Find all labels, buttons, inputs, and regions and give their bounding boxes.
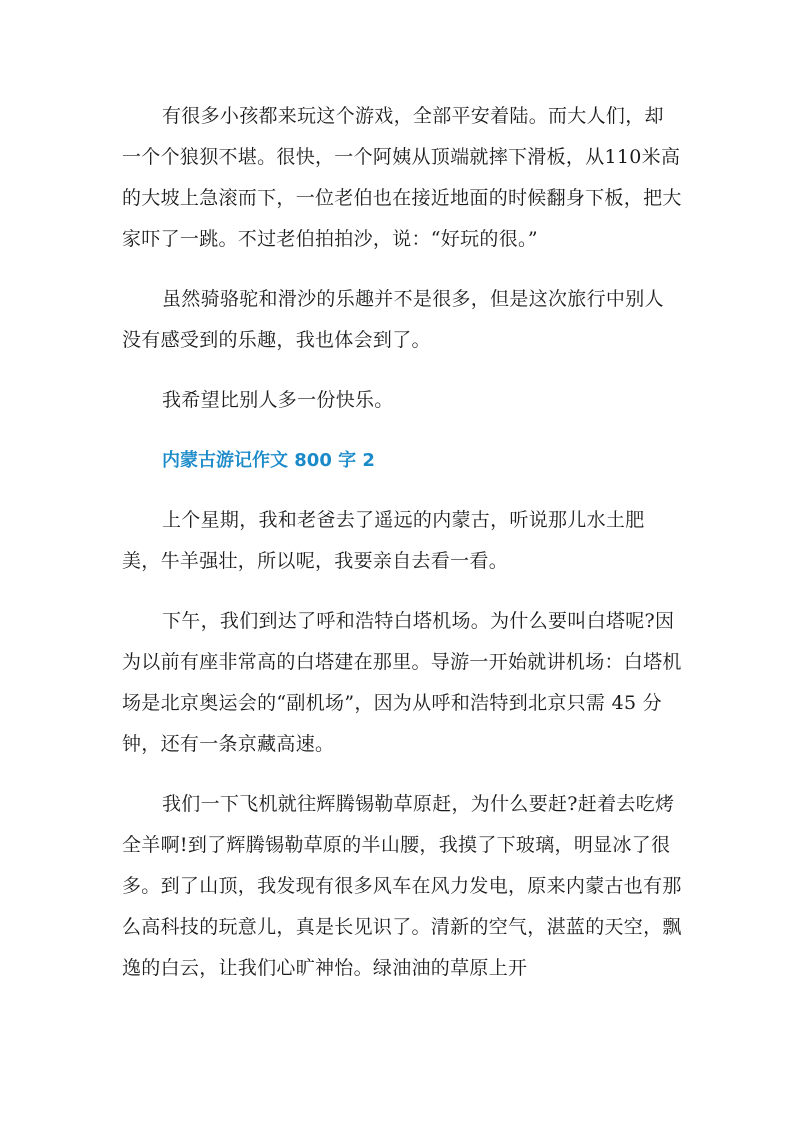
document-content [122, 96, 682, 1008]
paragraph-sand-sliding: 有很多小孩都来玩这个游戏，全部平安着陆。而大人们，却一个个狼狈不堪。很快，一个阿姨从顶端就摔下滑板，从110米高的大坡上急滚而下，一位老伯也在接近地面的时候翻身下板，把大家吓了一跳。不过老伯拍拍沙，说：“好玩的很。” [122, 105, 682, 250]
paragraph-grassland: 我们一下飞机就往辉腾锡勒草原赶，为什么要赶?赶着去吃烤全羊啊!到了辉腾锡勒草原的半山腰，我摸了下玻璃，明显冰了很多。到了山顶，我发现有很多风车在风力发电，原来内蒙古也有那么高科技的玩意儿，真是长见识了。清新的空气，湛蓝的天空，飘逸的白云，让我们心旷神怡。绿油油的草原上开 [122, 793, 682, 979]
paragraph-wish: 我希望比别人多一份快乐。 [162, 389, 394, 411]
section-heading: 内蒙古游记作文 800 字 2 [162, 450, 375, 471]
paragraph-fun-experience: 虽然骑骆驼和滑沙的乐趣并不是很多，但是这次旅行中别人没有感受到的乐趣，我也体会到了。 [122, 288, 664, 351]
paragraph-trip-intro: 上个星期，我和老爸去了遥远的内蒙古，听说那儿水土肥美，牛羊强壮，所以呢，我要亲自去看一看。 [122, 509, 645, 572]
paragraph-airport: 下午，我们到达了呼和浩特白塔机场。为什么要叫白塔呢?因为以前有座非常高的白塔建在那里。导游一开始就讲机场：白塔机场是北京奥运会的“副机场”，因为从呼和浩特到北京只需 45 分钟，还有一条京藏高速。 [122, 610, 682, 755]
